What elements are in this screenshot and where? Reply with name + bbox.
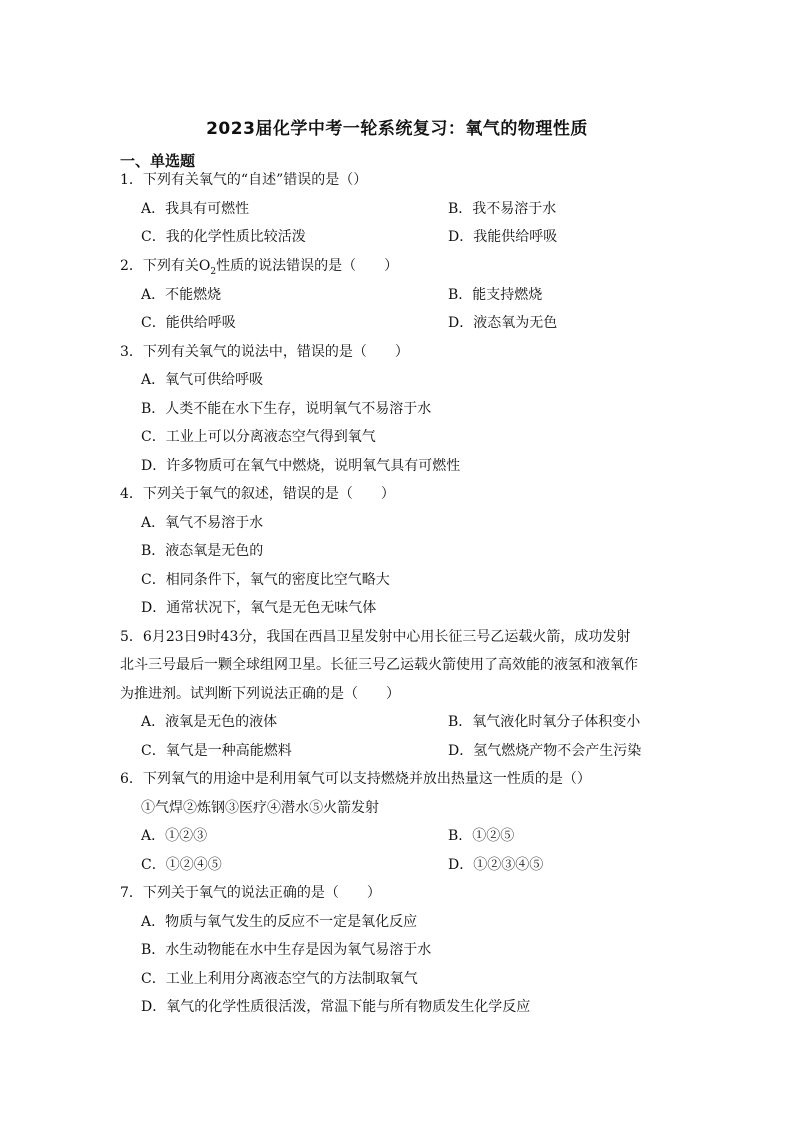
question-6-sub-stem: ①气焊②炼钢③医疗④潜水⑤火箭发射 — [141, 800, 379, 816]
question-2-stem — [120, 257, 398, 281]
question-6-option-c: C．①②④⑤ — [141, 857, 222, 873]
question-2-stem-sub: 2 — [210, 266, 217, 277]
question-7-stem: 7．下列关于氧气的说法正确的是（ ） — [120, 885, 381, 901]
question-5-stem-line-3: 为推进剂。试判断下列说法正确的是（ ） — [120, 686, 400, 702]
question-2-option-b: B．能支持燃烧 — [448, 287, 543, 303]
question-2-stem-pre: 2．下列有关O — [120, 258, 211, 274]
question-6-option-d: D．①②③④⑤ — [448, 857, 544, 873]
question-1-option-a: A．我具有可燃性 — [141, 201, 250, 217]
section-heading: 一、单选题 — [120, 152, 196, 170]
question-5-option-d: D．氢气燃烧产物不会产生污染 — [448, 743, 642, 759]
question-4-option-c: C．相同条件下，氧气的密度比空气略大 — [141, 572, 390, 588]
question-4-option-a: A．氧气不易溶于水 — [141, 515, 264, 531]
question-6-stem: 6．下列氧气的用途中是利用氧气可以支持燃烧并放出热量这一性质的是（） — [120, 771, 591, 787]
question-6-option-b: B．①②⑤ — [448, 828, 515, 844]
question-2-option-a: A．不能燃烧 — [141, 287, 222, 303]
question-5-option-c: C．氧气是一种高能燃料 — [141, 743, 292, 759]
question-2-stem-post: 性质的说法错误的是（ ） — [216, 258, 399, 274]
question-1-option-d: D．我能供给呼吸 — [448, 229, 558, 245]
question-3-option-d: D．许多物质可在氧气中燃烧，说明氧气具有可燃性 — [141, 458, 461, 474]
question-5-stem-line-2: 北斗三号最后一颗全球组网卫星。长征三号乙运载火箭使用了高效能的液氢和液氧作 — [120, 657, 638, 673]
question-7-option-c: C．工业上利用分离液态空气的方法制取氧气 — [141, 971, 418, 987]
question-3-option-a: A．氧气可供给呼吸 — [141, 372, 264, 388]
question-2-option-c: C．能供给呼吸 — [141, 315, 236, 331]
question-3-stem: 3．下列有关氧气的说法中，错误的是（ ） — [120, 344, 409, 360]
question-7-option-d: D．氧气的化学性质很活泼，常温下能与所有物质发生化学反应 — [141, 999, 531, 1015]
question-7-option-b: B．水生动物能在水中生存是因为氧气易溶于水 — [141, 942, 432, 958]
question-5-option-a: A．液氧是无色的液体 — [141, 714, 278, 730]
question-3-option-c: C．工业上可以分离液态空气得到氧气 — [141, 429, 376, 445]
question-1-stem: 1．下列有关氧气的“自述”错误的是（） — [120, 172, 368, 188]
question-6-option-a: A．①②③ — [141, 828, 208, 844]
question-5-stem-line-1: 5．6月23日9时43分，我国在西昌卫星发射中心用长征三号乙运载火箭，成功发射 — [120, 629, 631, 645]
question-3-option-b: B．人类不能在水下生存，说明氧气不易溶于水 — [141, 401, 432, 417]
question-1-option-c: C．我的化学性质比较活泼 — [141, 229, 306, 245]
question-4-option-b: B．液态氧是无色的 — [141, 543, 264, 559]
question-4-stem: 4．下列关于氧气的叙述，错误的是（ ） — [120, 486, 395, 502]
question-1-option-b: B．我不易溶于水 — [448, 201, 557, 217]
question-7-option-a: A．物质与氧气发生的反应不一定是氧化反应 — [141, 914, 418, 930]
question-5-option-b: B．氧气液化时氧分子体积变小 — [448, 714, 641, 730]
question-2-option-d: D．液态氧为无色 — [448, 315, 558, 331]
question-4-option-d: D．通常状况下，氧气是无色无味气体 — [141, 600, 377, 616]
document-title: 2023届化学中考一轮系统复习：氧气的物理性质 — [206, 119, 588, 139]
